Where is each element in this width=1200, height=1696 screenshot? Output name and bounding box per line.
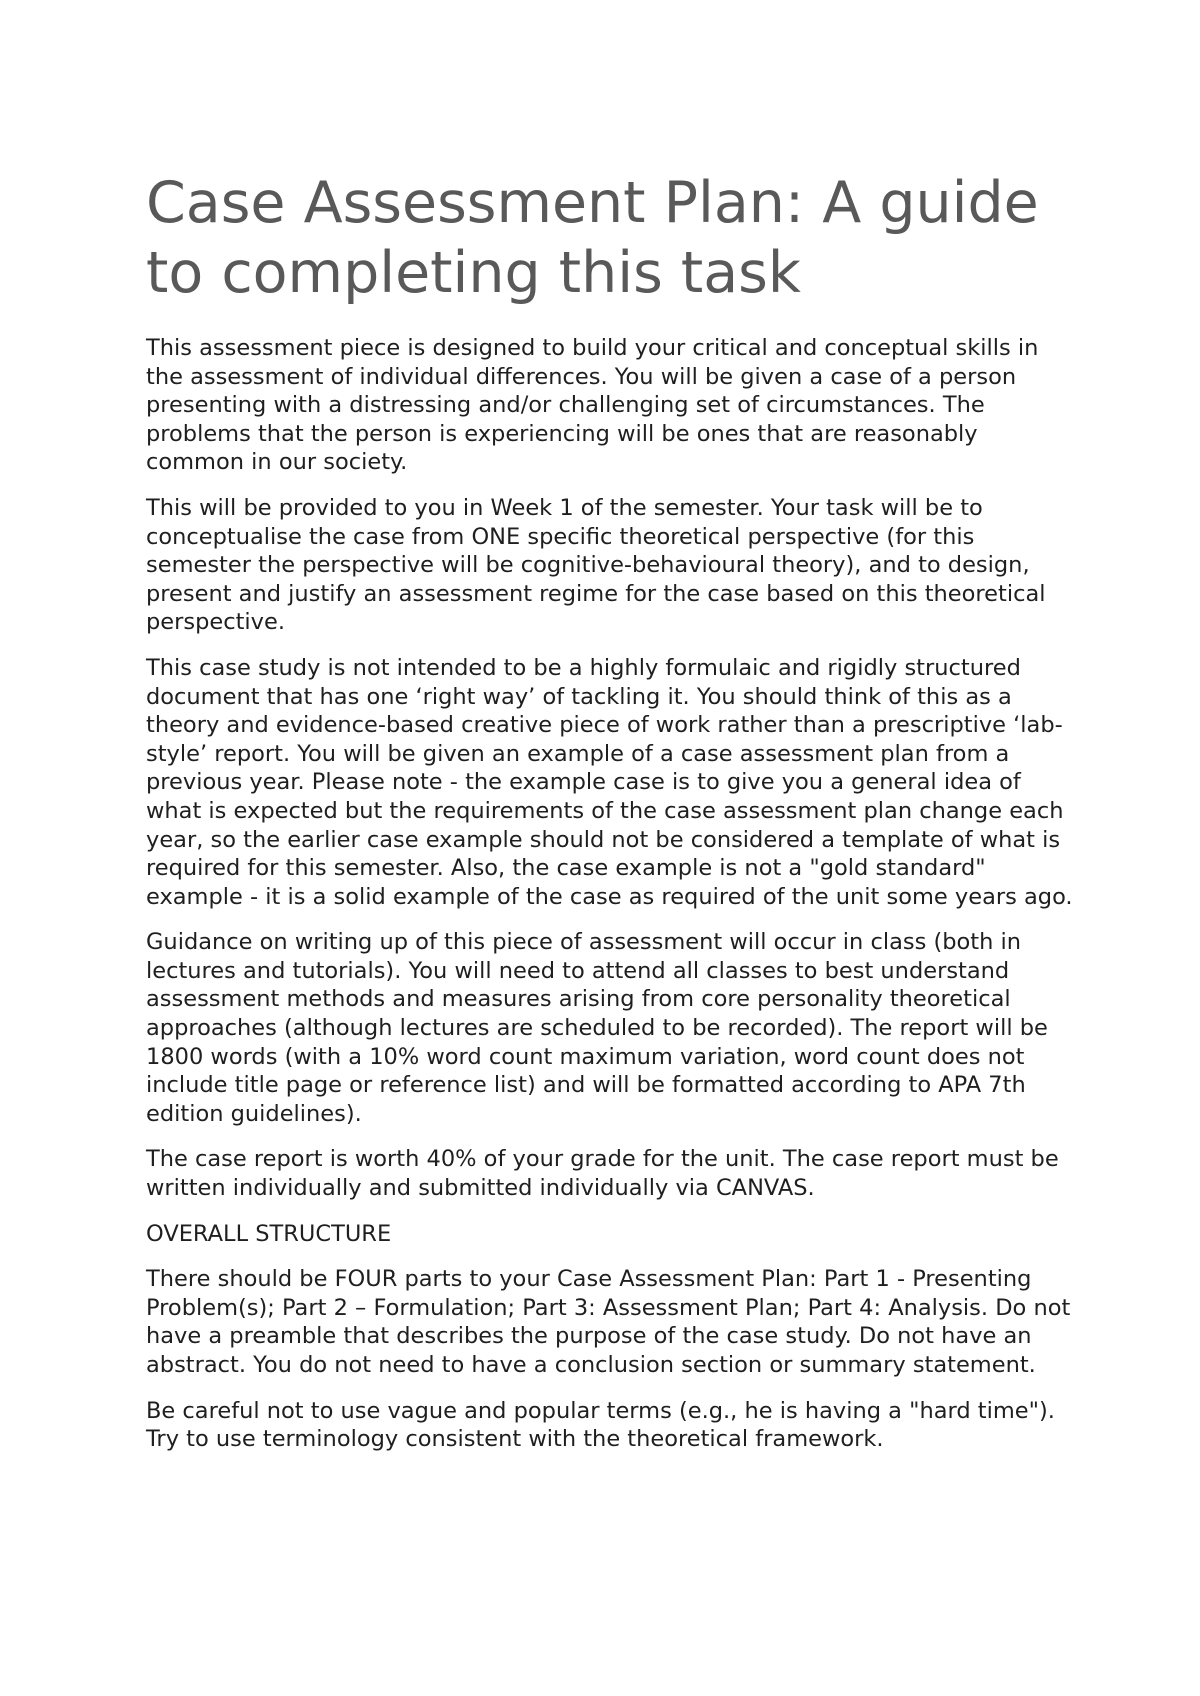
task-paragraph: This will be provided to you in Week 1 of the semester. Your task will be to conceptualise the case from ONE specific theoretical perspective (for this semester the perspective will be cognitive-behavioural theory), and to design, present and justify an assessment regime for the case based on this theoretical perspective. [146, 494, 1046, 636]
document-body [146, 168, 1076, 1471]
case-study-paragraph: This case study is not intended to be a highly formulaic and rigidly structured document that has one ‘right way’ of tackling it. You should think of this as a theory and evidence-based creative piece of work rather than a prescriptive ‘lab-style’ report. You will be given an example of a case assessment plan from a previous year. Please note - the example case is to give you a general idea of what is expected but the requirements of the case assessment plan change each year, so the earlier case example should not be considered a template of what is required for this semester. Also, the case example is not a "gold standard" example - it is a solid example of the case as required of the unit some years ago. [146, 654, 1073, 910]
guidance-paragraph: Guidance on writing up of this piece of assessment will occur in class (both in lectures and tutorials). You will need to attend all classes to best understand assessment methods and measures arising from core personality theoretical approaches (although lectures are scheduled to be recorded). The report will be 1800 words (with a 10% word count maximum variation, word count does not include title page or reference list) and will be formatted according to APA 7th edition guidelines). [146, 929, 1048, 1127]
structure-paragraph: There should be FOUR parts to your Case Assessment Plan: Part 1 - Presenting Problem(s); Part 2 – Formulation; Part 3: Assessment Plan; Part 4: Analysis. Do not have a preamble that describes the purpose of the case study. Do not have an abstract. You do not need to have a conclusion section or summary statement. [146, 1266, 1071, 1378]
structure-heading: OVERALL STRUCTURE [146, 1220, 392, 1247]
document-title: Case Assessment Plan: A guide to completing this task [146, 170, 1039, 306]
intro-paragraph: This assessment piece is designed to build your critical and conceptual skills in the assessment of individual differences. You will be given a case of a person presenting with a distressing and/or challenging set of circumstances. The problems that the person is experiencing will be ones that are reasonably common in our society. [146, 335, 1039, 476]
terminology-paragraph: Be careful not to use vague and popular terms (e.g., he is having a "hard time"). Try to use terminology consistent with the theoretical framework. [146, 1397, 1055, 1453]
grade-paragraph: The case report is worth 40% of your grade for the unit. The case report must be written individually and submitted individually via CANVAS. [146, 1146, 1059, 1202]
